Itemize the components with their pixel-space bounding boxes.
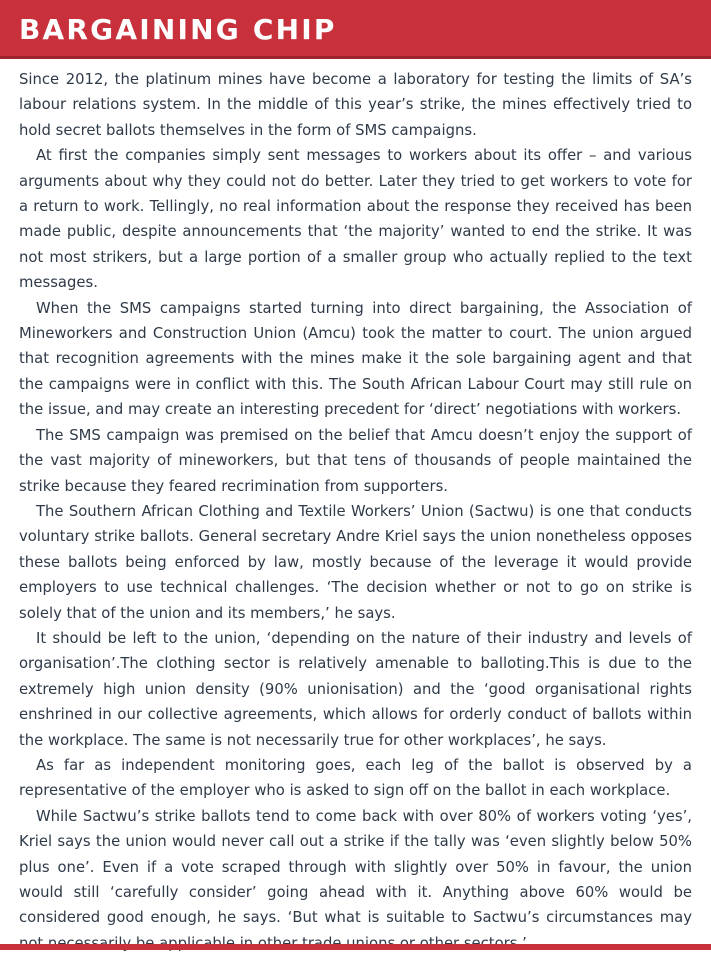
article-paragraph: While Sactwu’s strike ballots tend to come back with over 80% of workers voting ‘yes’, Kriel says the union would never call out a strike if the tally was ‘even slightly below 50% plus one’. Even if a vote scraped through with slightly over 50% in favour, the union would still ‘carefully consider’ going ahead with it. Anything above 60% would be considered good enough, he says. ‘But what is suitable to Sactwu’s circumstances may bbox=[19, 807, 692, 927]
article-paragraph: It should be left to the union, ‘depending on the nature of their industry and levels of organisation’.The clothing sector is relatively amenable to balloting.This is due to the extremely high union density (90% unionisation) and the ‘good organisational rights enshrined in our collective agreements, which allows for orderly conduct of ballots within the workplace. The same is not necessarily true for other workplaces’, he says. bbox=[19, 629, 692, 749]
footer-bar bbox=[0, 944, 711, 950]
article-paragraph: The Southern African Clothing and Textile Workers’ Union (Sactwu) is one that conducts voluntary strike ballots. General secretary Andre Kriel says the union nonetheless opposes these ballots being enforced by law, mostly because of the leverage it would provide employers to use technical challenges. ‘The decision whether or not to go on strike is solely that of the union and its members,’ he says. bbox=[19, 502, 692, 622]
article-paragraph: As far as independent monitoring goes, each leg of the ballot is observed by a representative of the employer who is asked to sign off on the ballot in each workplace. bbox=[19, 756, 692, 800]
article-paragraph: At first the companies simply sent messages to workers about its offer – and various arguments about why they could not do better. Later they tried to get workers to vote for a return to work. Tellingly, no real information about the response they received has been made public, despite announcements that ‘the majority’ wanted to end the strike. It was not most strikers, but a large portion of a smaller group who actually replied to the text messages. bbox=[19, 147, 692, 292]
section-title: BARGAINING CHIP bbox=[19, 13, 337, 46]
article-paragraph: Since 2012, the platinum mines have become a laboratory for testing the limits of SA’s labour relations system. In the middle of this year’s strike, the mines effectively tried to hold secret ballots themselves in the form of SMS campaigns. bbox=[19, 71, 692, 139]
header-bar bbox=[0, 0, 711, 59]
article-paragraph: The SMS campaign was premised on the belief that Amcu doesn’t enjoy the support of the vast majority of mineworkers, but that tens of thousands of people maintained the strike because they feared recrimination from supporters. bbox=[19, 426, 692, 495]
article-body bbox=[19, 67, 692, 956]
article-paragraph: When the SMS campaigns started turning into direct bargaining, the Association of Mineworkers and Construction Union (Amcu) took the matter to court. The union argued that recognition agreements with the mines make it the sole bargaining agent and that the campaigns were in conflict with this. The South African Labour Court may still rule on the issue, and may create an interesting precedent for ‘direct’ negotiations with workers. bbox=[19, 299, 692, 419]
